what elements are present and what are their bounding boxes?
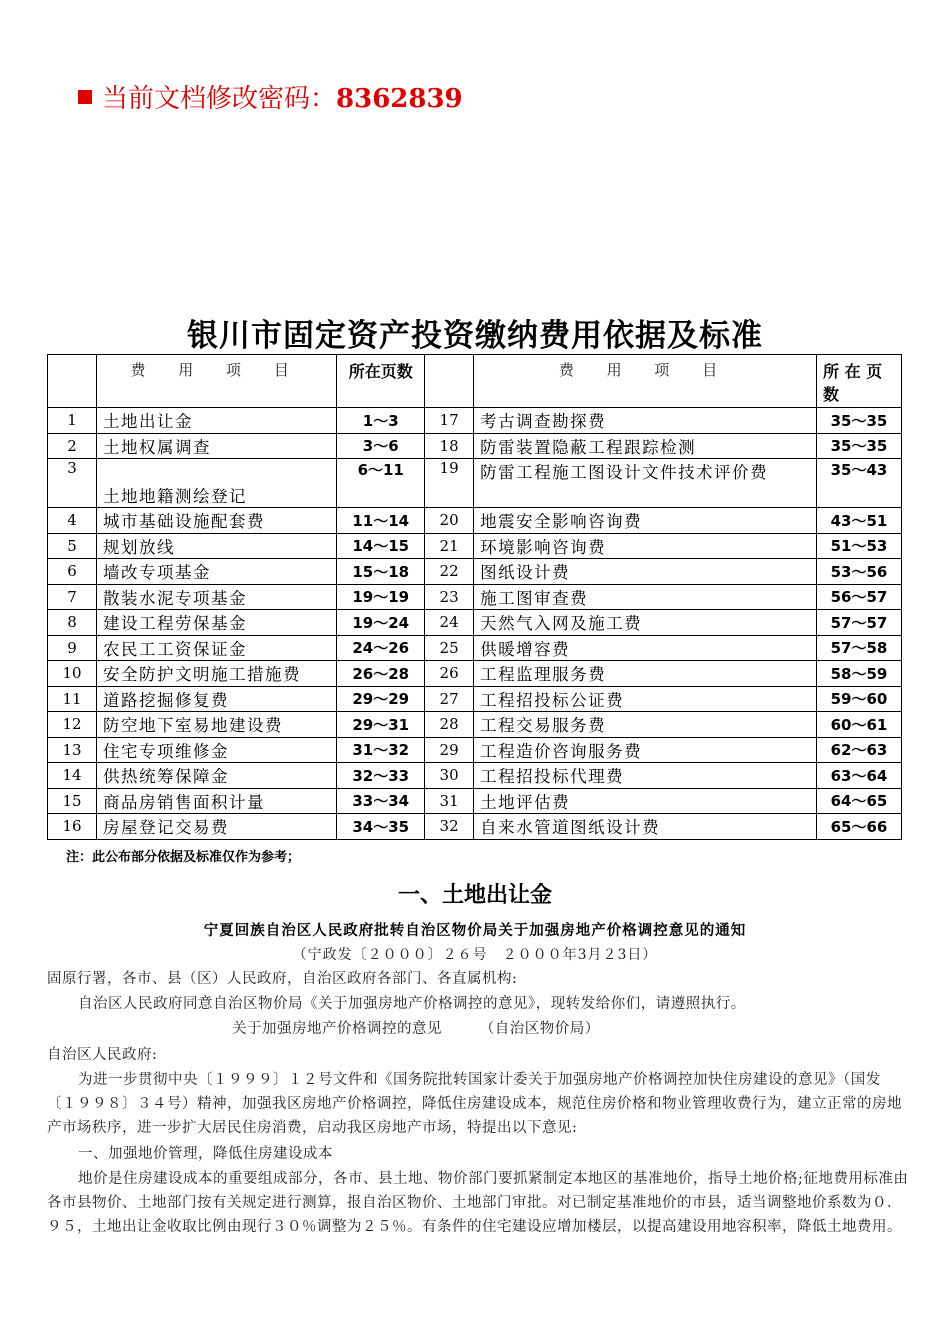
page-range-right: 58～59 [817,661,902,687]
fee-item-left: 农民工工资保证金 [97,635,337,661]
fee-item-left: 房屋登记交易费 [97,814,337,840]
fee-item-right: 工程招投标公证费 [474,686,817,712]
fee-item-right: 工程交易服务费 [474,712,817,738]
row-number-left: 15 [48,788,97,814]
document-title: 宁夏回族自治区人民政府批转自治区物价局关于加强房地产价格调控意见的通知 [203,922,747,939]
header-no-left [48,355,97,408]
row-number-right: 31 [425,788,474,814]
row-number-right: 21 [425,533,474,559]
row-number-left: 1 [48,408,97,434]
table-header-row [48,355,902,408]
page-range-right: 64～65 [817,788,902,814]
fee-item-left: 住宅专项维修金 [97,737,337,763]
row-number-left: 7 [48,584,97,610]
fee-item-left: 安全防护文明施工措施费 [97,661,337,687]
paragraph-land-price: 地价是住房建设成本的重要组成部分，各市、县土地、物价部门要抓紧制定本地区的基准地价，指导土地价格;征地费用标准由各市县物价、土地部门按有关规定进行测算，报自治区物价、土地部门审批。对已制定基准地价的市县，适当调整地价系数为０．９５，土地出让金收取比例由现行３０％调整为２５％。有条件的住宅建设应增加楼层，以提高建设用地容积率，降低土地费用。 [47,1171,909,1235]
page-range-left: 1～3 [337,408,425,434]
fee-item-right: 图纸设计费 [474,559,817,585]
page-range-right: 35～35 [817,408,902,434]
row-number-left: 9 [48,635,97,661]
row-number-left: 4 [48,508,97,534]
fee-item-right: 考古调查勘探费 [474,408,817,434]
table-row [48,661,902,687]
page-range-right: 53～56 [817,559,902,585]
row-number-left: 2 [48,433,97,459]
row-number-right: 19 [425,459,474,508]
fee-item-right: 地震安全影响咨询费 [474,508,817,534]
row-number-right: 23 [425,584,474,610]
table-row [48,788,902,814]
page-range-right: 56～57 [817,584,902,610]
row-number-left: 6 [48,559,97,585]
table-row [48,433,902,459]
page-range-left: 6～11 [337,459,425,508]
page-range-right: 63～64 [817,763,902,789]
row-number-right: 18 [425,433,474,459]
section-heading: 一、土地出让金 [397,883,552,908]
row-number-left: 13 [48,737,97,763]
row-number-left: 10 [48,661,97,687]
fee-item-left: 供热统筹保障金 [97,763,337,789]
table-row [48,712,902,738]
fee-item-right: 工程招投标代理费 [474,763,817,789]
page-range-left: 15～18 [337,559,425,585]
header-item-left: 费 用 项 目 [97,355,337,408]
page-range-left: 14～15 [337,533,425,559]
header-page-right: 所 在 页 数 [817,355,902,408]
row-number-left: 8 [48,610,97,636]
bullet-square-icon [78,90,92,104]
fee-item-left: 建设工程劳保基金 [97,610,337,636]
row-number-right: 30 [425,763,474,789]
header-item-right: 费 用 项 目 [474,355,817,408]
table-row [48,508,902,534]
fee-item-left: 散装水泥专项基金 [97,584,337,610]
table-row [48,686,902,712]
fee-item-right: 工程造价咨询服务费 [474,737,817,763]
table-note: 注：此公布部分依据及标准仅作为参考； [66,850,301,865]
paragraph-opinion-title: 关于加强房地产价格调控的意见 （自治区物价局） [232,1021,600,1037]
password-code: 8362839 [336,84,463,114]
page-range-left: 32～33 [337,763,425,789]
page-range-right: 57～57 [817,610,902,636]
row-number-left: 12 [48,712,97,738]
fee-item-right: 供暖增容费 [474,635,817,661]
row-number-right: 28 [425,712,474,738]
fee-item-left: 墙改专项基金 [97,559,337,585]
table-row [48,533,902,559]
fee-item-right: 工程监理服务费 [474,661,817,687]
page-range-right: 59～60 [817,686,902,712]
page-range-right: 57～58 [817,635,902,661]
fee-item-right: 土地评估费 [474,788,817,814]
paragraph-recipient: 自治区人民政府: [47,1047,158,1063]
fee-item-left: 防空地下室易地建设费 [97,712,337,738]
page-range-right: 43～51 [817,508,902,534]
row-number-left: 3 [48,459,97,508]
row-number-right: 29 [425,737,474,763]
table-row [48,584,902,610]
row-number-left: 5 [48,533,97,559]
fee-item-left: 土地地籍测绘登记 [97,459,337,508]
row-number-left: 14 [48,763,97,789]
fee-item-left: 土地权属调查 [97,433,337,459]
row-number-right: 22 [425,559,474,585]
document-number: （宁政发〔２０００〕２６号 ２０００年3月２3日） [292,947,658,963]
row-number-right: 20 [425,508,474,534]
table-row [48,737,902,763]
table-row [48,459,902,508]
page-title: 银川市固定资产投资缴纳费用依据及标准 [187,318,763,354]
paragraph-intro: 为进一步贯彻中央〔１９９９〕１２号文件和《国务院批转国家计委关于加强房地产价格调控加快住房建设的意见》（国发〔１９９８〕３４号）精神，加强我区房地产价格调控，降低住房建设成本，规范住房价格和物业管理收费行为，建立正常的房地产市场秩序，进一步扩大居民住房消费，启动我区房地产市场，特提出以下意见: [47,1072,902,1136]
fee-item-right: 环境影响咨询费 [474,533,817,559]
page-range-left: 33～34 [337,788,425,814]
page-range-left: 26～28 [337,661,425,687]
fee-item-left: 城市基础设施配套费 [97,508,337,534]
table-row [48,814,902,840]
row-number-right: 32 [425,814,474,840]
table-row [48,559,902,585]
page-range-left: 29～31 [337,712,425,738]
password-notice [78,78,463,115]
row-number-right: 25 [425,635,474,661]
fee-item-right: 天然气入网及施工费 [474,610,817,636]
page-range-right: 35～35 [817,433,902,459]
header-no-right [425,355,474,408]
page-range-right: 51～53 [817,533,902,559]
page-range-left: 29～29 [337,686,425,712]
page-range-left: 3～6 [337,433,425,459]
fee-item-left: 土地出让金 [97,408,337,434]
row-number-right: 17 [425,408,474,434]
page-range-left: 34～35 [337,814,425,840]
row-number-right: 27 [425,686,474,712]
fee-item-left: 道路挖掘修复费 [97,686,337,712]
page-range-right: 35～43 [817,459,902,508]
page-range-left: 19～19 [337,584,425,610]
paragraph-heading-one: 一、加强地价管理，降低住房建设成本 [78,1146,333,1162]
table-row [48,635,902,661]
row-number-right: 26 [425,661,474,687]
page-range-right: 60～61 [817,712,902,738]
page-range-left: 19～24 [337,610,425,636]
paragraph-addressees: 固原行署，各市、县（区）人民政府，自治区政府各部门、各直属机构: [47,971,518,987]
fee-item-left: 规划放线 [97,533,337,559]
table-row [48,408,902,434]
page-range-left: 31～32 [337,737,425,763]
row-number-left: 11 [48,686,97,712]
table-row [48,763,902,789]
paragraph-forward: 自治区人民政府同意自治区物价局《关于加强房地产价格调控的意见》，现转发给你们，请遵照执行。 [78,996,746,1012]
fee-item-right: 施工图审查费 [474,584,817,610]
row-number-right: 24 [425,610,474,636]
fee-item-right: 防雷工程施工图设计文件技术评价费 [474,459,817,508]
row-number-left: 16 [48,814,97,840]
password-label: 当前文档修改密码： [102,84,337,114]
fee-item-left: 商品房销售面积计量 [97,788,337,814]
table-row [48,610,902,636]
page-range-left: 11～14 [337,508,425,534]
page-range-left: 24～26 [337,635,425,661]
fee-item-right: 自来水管道图纸设计费 [474,814,817,840]
fee-item-right: 防雷装置隐蔽工程跟踪检测 [474,433,817,459]
header-page-left: 所在页数 [337,355,425,408]
page-range-right: 65～66 [817,814,902,840]
fee-table [47,354,902,840]
page-range-right: 62～63 [817,737,902,763]
